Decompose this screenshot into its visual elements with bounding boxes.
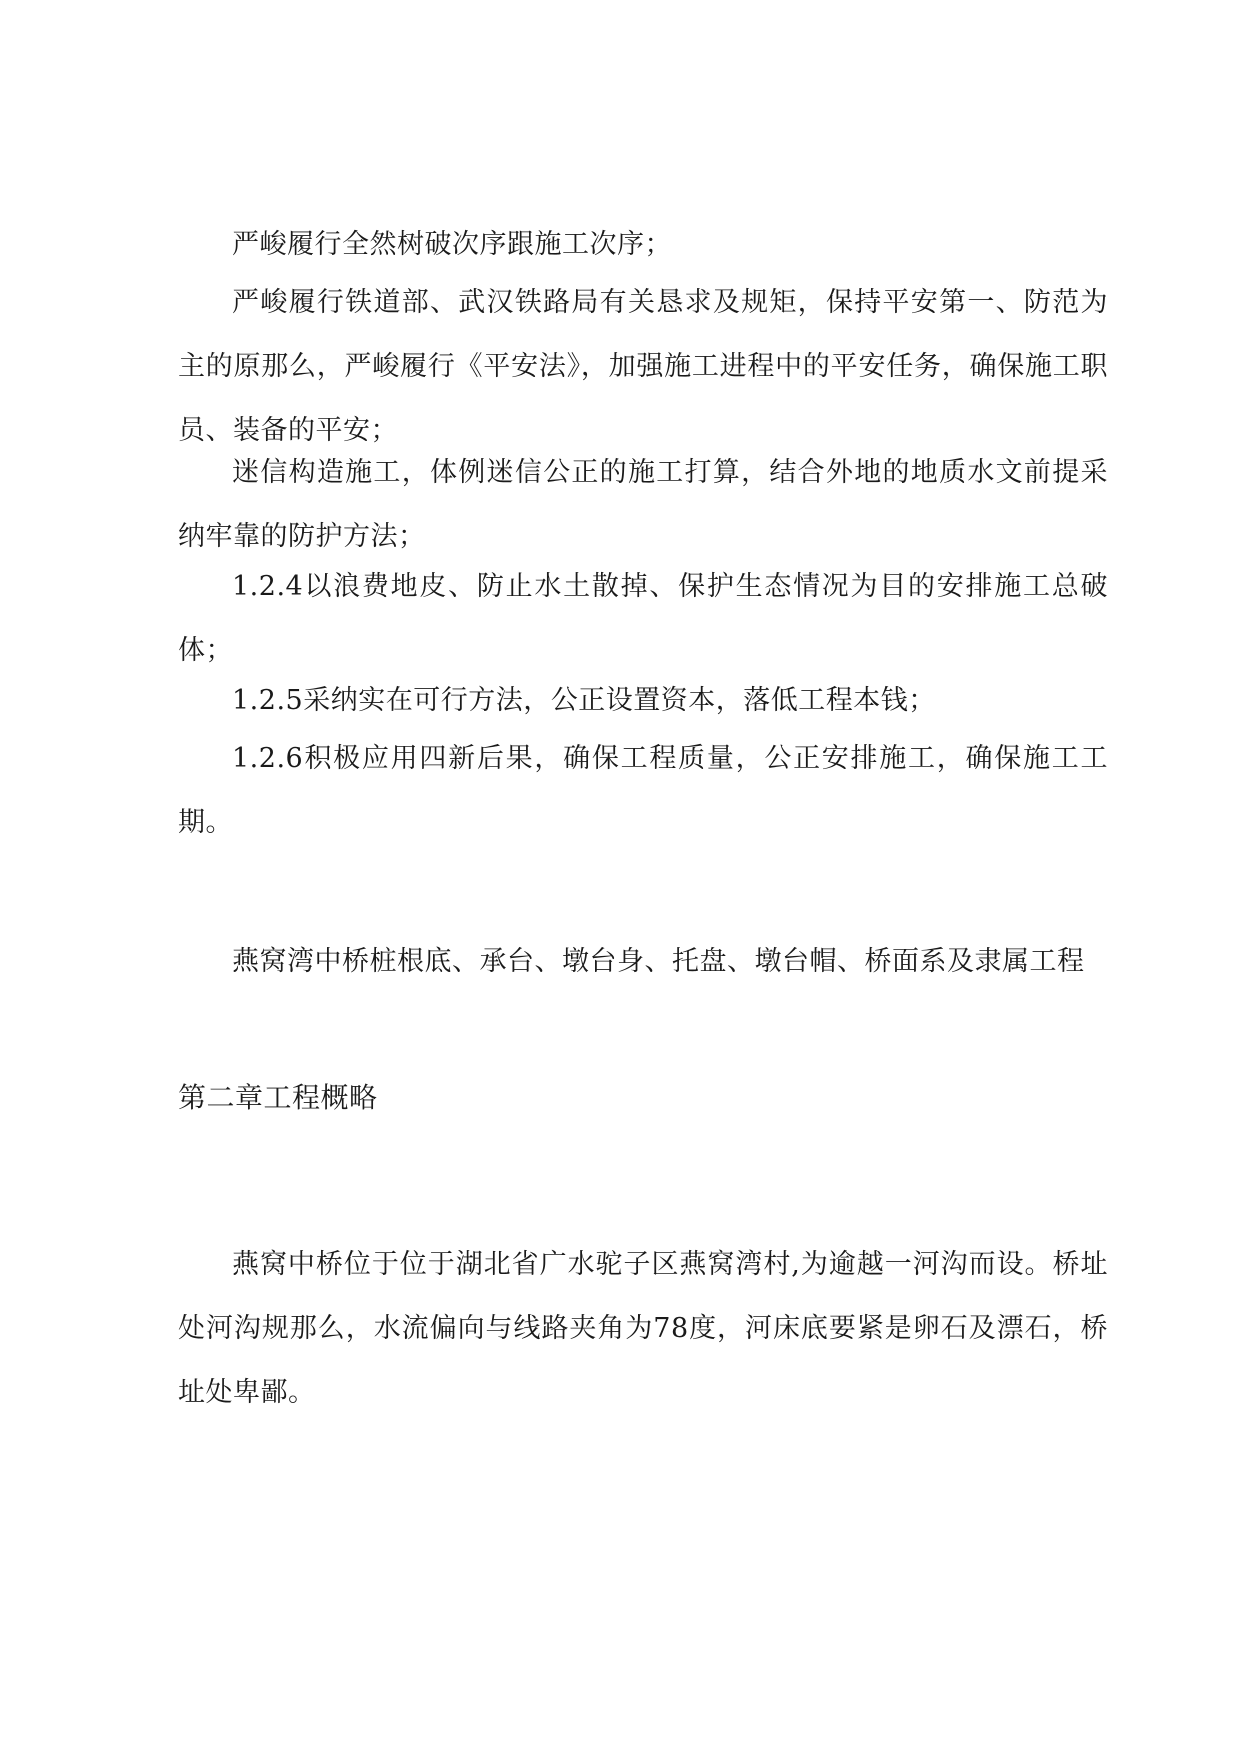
paragraph-safety-rules: 严峻履行铁道部、武汉铁路局有关恳求及规矩，保持平安第一、防范为主的原那么，严峻履行《平安法》，加强施工进程中的平安任务，确保施工职员、装备的平安； <box>178 287 1108 446</box>
paragraph-scientific-construction: 迷信构造施工，体例迷信公正的施工打算，结合外地的地质水文前提采纳牢靠的防护方法； <box>178 457 1108 552</box>
paragraph-project-overview: 燕窝中桥位于位于湖北省广水驼子区燕窝湾村,为逾越一河沟而设。桥址处河沟规那么，水流偏向与线路夹角为78度，河床底要紧是卵石及漂石，桥址处卑鄙。 <box>178 1249 1108 1408</box>
paragraph-item-1-2-4: 1.2.4以浪费地皮、防止水土散掉、保护生态情况为目的安排施工总破体； <box>178 571 1108 666</box>
chapter-title: 第二章工程概略 <box>178 1081 378 1114</box>
paragraph-bridge-works: 燕窝湾中桥桩根底、承台、墩台身、托盘、墩台帽、桥面系及隶属工程 <box>232 946 1085 977</box>
paragraph-item-1-2-6: 1.2.6积极应用四新后果，确保工程质量，公正安排施工，确保施工工期。 <box>178 743 1108 838</box>
paragraph-item-1-2-5: 1.2.5采纳实在可行方法，公正设置资本，落低工程本钱； <box>232 685 936 716</box>
paragraph-construction-order: 严峻履行全然树破次序跟施工次序； <box>232 229 672 260</box>
